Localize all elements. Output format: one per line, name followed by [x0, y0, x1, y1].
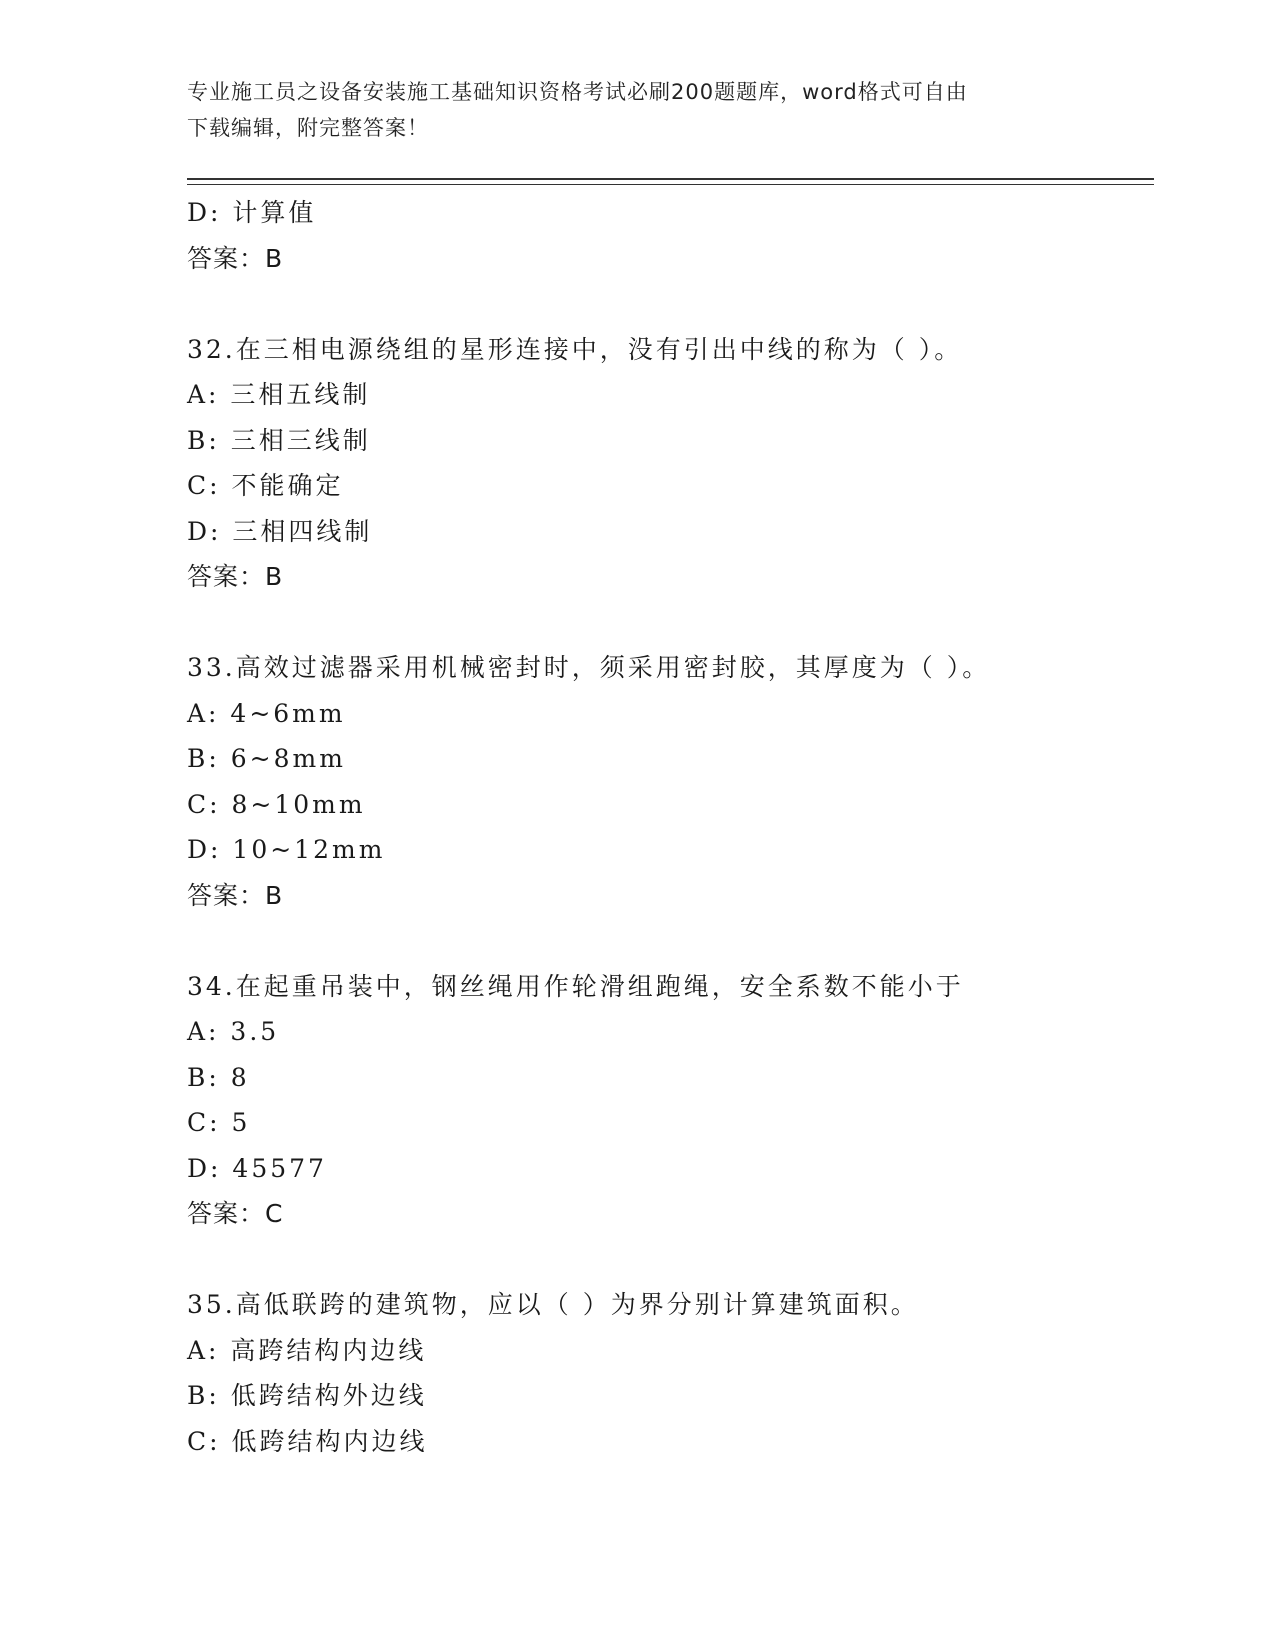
header-rule-thick [187, 178, 1154, 180]
question-33-option-c: C: 8~10mm [187, 789, 366, 819]
question-32-option-a: A: 三相五线制 [187, 380, 371, 409]
question-35-stem: 35.高低联跨的建筑物，应以（ ）为界分别计算建筑面积。 [187, 1290, 919, 1319]
spacer [187, 918, 1147, 964]
spacer [187, 1237, 1147, 1283]
spacer [187, 600, 1147, 646]
question-34-option-c: C: 5 [187, 1108, 251, 1137]
header-line-2: 下载编辑，附完整答案！ [187, 116, 429, 140]
question-34-option-b: B: 8 [187, 1062, 250, 1092]
header-rule-thin [187, 184, 1154, 185]
document-header [187, 74, 1077, 146]
question-33-answer: 答案：B [187, 880, 284, 910]
question-33-option-d: D: 10~12mm [187, 835, 386, 864]
question-list [187, 190, 1147, 1464]
question-33-option-a: A: 4~6mm [187, 698, 346, 728]
question-34-option-a: A: 3.5 [187, 1017, 280, 1046]
question-31-option-d: D: 计算值 [187, 198, 317, 227]
question-32-option-c: C: 不能确定 [187, 471, 344, 500]
question-33-option-b: B: 6~8mm [187, 744, 346, 773]
question-34-stem: 34.在起重吊装中，钢丝绳用作轮滑组跑绳，安全系数不能小于 [187, 971, 964, 1001]
question-33-stem: 33.高效过滤器采用机械密封时，须采用密封胶，其厚度为（ ）。 [187, 653, 991, 682]
spacer [187, 281, 1147, 327]
question-34-option-d: D: 45577 [187, 1153, 327, 1183]
question-35-option-b: B: 低跨结构外边线 [187, 1381, 427, 1410]
header-line-1: 专业施工员之设备安装施工基础知识资格考试必刷200题题库，word格式可自由 [187, 80, 968, 104]
question-32-answer: 答案：B [187, 562, 284, 591]
question-32-option-b: B: 三相三线制 [187, 425, 371, 455]
question-35-option-a: A: 高跨结构内边线 [187, 1335, 427, 1365]
question-31-answer: 答案：B [187, 243, 284, 273]
question-32-option-d: D: 三相四线制 [187, 516, 373, 546]
question-32-stem: 32.在三相电源绕组的星形连接中，没有引出中线的称为（ ）。 [187, 334, 963, 364]
question-35-option-c: C: 低跨结构内边线 [187, 1426, 428, 1456]
question-34-answer: 答案：C [187, 1199, 284, 1228]
